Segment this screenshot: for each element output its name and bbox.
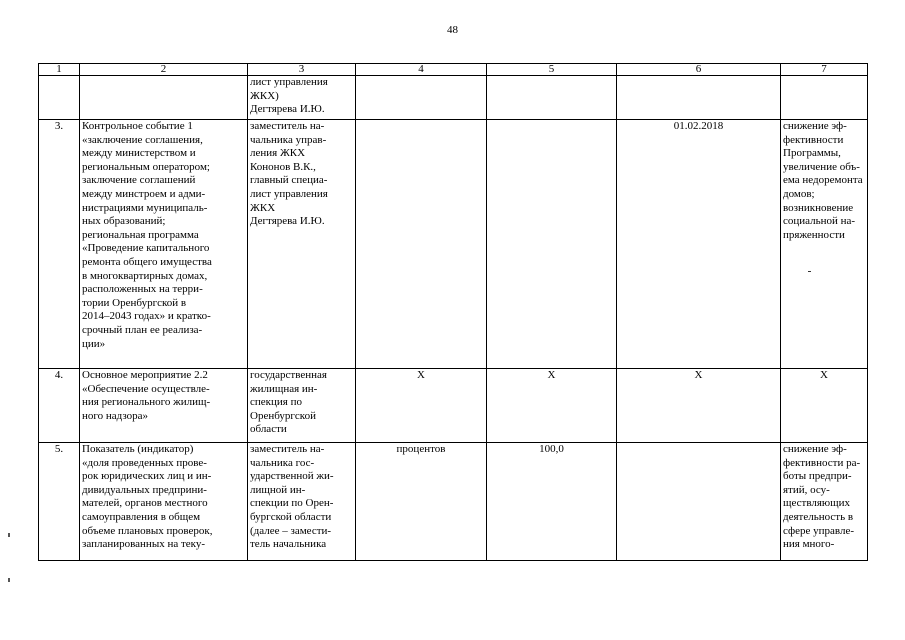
value-cell: 100,0 (487, 443, 617, 561)
unit-cell (356, 120, 487, 369)
header-cell: 5 (487, 64, 617, 76)
table-row (39, 443, 868, 561)
consequence-cell (781, 76, 868, 120)
header-cell: 6 (617, 64, 781, 76)
consequence-cell: Х (781, 369, 868, 443)
row-number: 4. (39, 369, 80, 443)
header-cell: 2 (80, 64, 248, 76)
margin-mark (8, 533, 10, 537)
event-description: Основное мероприятие 2.2 «Обеспечение осуществле- ния регионального жилищ- ного надзора» (80, 369, 248, 443)
responsible-person: государственная жилищная ин- спекция по Оренбургской области (248, 369, 356, 443)
event-description: Показатель (индикатор) «доля проведенных прове- рок юридических лиц и ин- дивидуальных предприни- мателей, органов местного самоуправления в общем объеме плановых проверок, запланированных на теку- (80, 443, 248, 561)
event-description (80, 76, 248, 120)
date-cell: 01.02.2018 (617, 120, 781, 369)
event-description: Контрольное событие 1 «заключение соглашения, между министерством и региональным оператором; заключение соглашений между минстроем и адми- нистрациями муниципаль- ных образований; региональная программа «Проведение капитального ремонта общего имущества в многоквартирных домах, расположенных на терри- тории Оренбургской в 2014–2043 годах» и кратко- срочный план ее реализа- ции» (80, 120, 248, 369)
margin-mark (8, 578, 10, 582)
date-cell (617, 76, 781, 120)
value-cell (487, 120, 617, 369)
table-header-row (39, 64, 868, 76)
consequence-cell: снижение эф- фективности ра- боты предпри- ятий, осу- ществляющих деятельность в сфере управле- ния много- (781, 443, 868, 561)
date-cell: Х (617, 369, 781, 443)
date-cell (617, 443, 781, 561)
page-number: 48 (447, 24, 458, 36)
row-number (39, 76, 80, 120)
responsible-person: заместитель на- чальника гос- ударственной жи- лищной ин- спекции по Орен- бургской области (далее – замести- тель начальника (248, 443, 356, 561)
header-cell: 1 (39, 64, 80, 76)
unit-cell: процентов (356, 443, 487, 561)
unit-cell: Х (356, 369, 487, 443)
value-cell: Х (487, 369, 617, 443)
responsible-person: лист управления ЖКХ) Дегтярева И.Ю. (248, 76, 356, 120)
consequence-cell: снижение эф- фективности Программы, увеличение объ- ема недоремонта домов; возникновение социальной на- пряженности (781, 120, 868, 369)
unit-cell (356, 76, 487, 120)
table-row (39, 76, 868, 120)
value-cell (487, 76, 617, 120)
plan-table (38, 63, 868, 561)
table-row (39, 120, 868, 369)
row-number: 3. (39, 120, 80, 369)
header-cell: 4 (356, 64, 487, 76)
row-number: 5. (39, 443, 80, 561)
header-cell: 7 (781, 64, 868, 76)
stray-mark (808, 271, 811, 272)
table-row (39, 369, 868, 443)
header-cell: 3 (248, 64, 356, 76)
responsible-person: заместитель на- чальника управ- ления ЖКХ Кононов В.К., главный специа- лист управления ЖКХ Дегтярева И.Ю. (248, 120, 356, 369)
